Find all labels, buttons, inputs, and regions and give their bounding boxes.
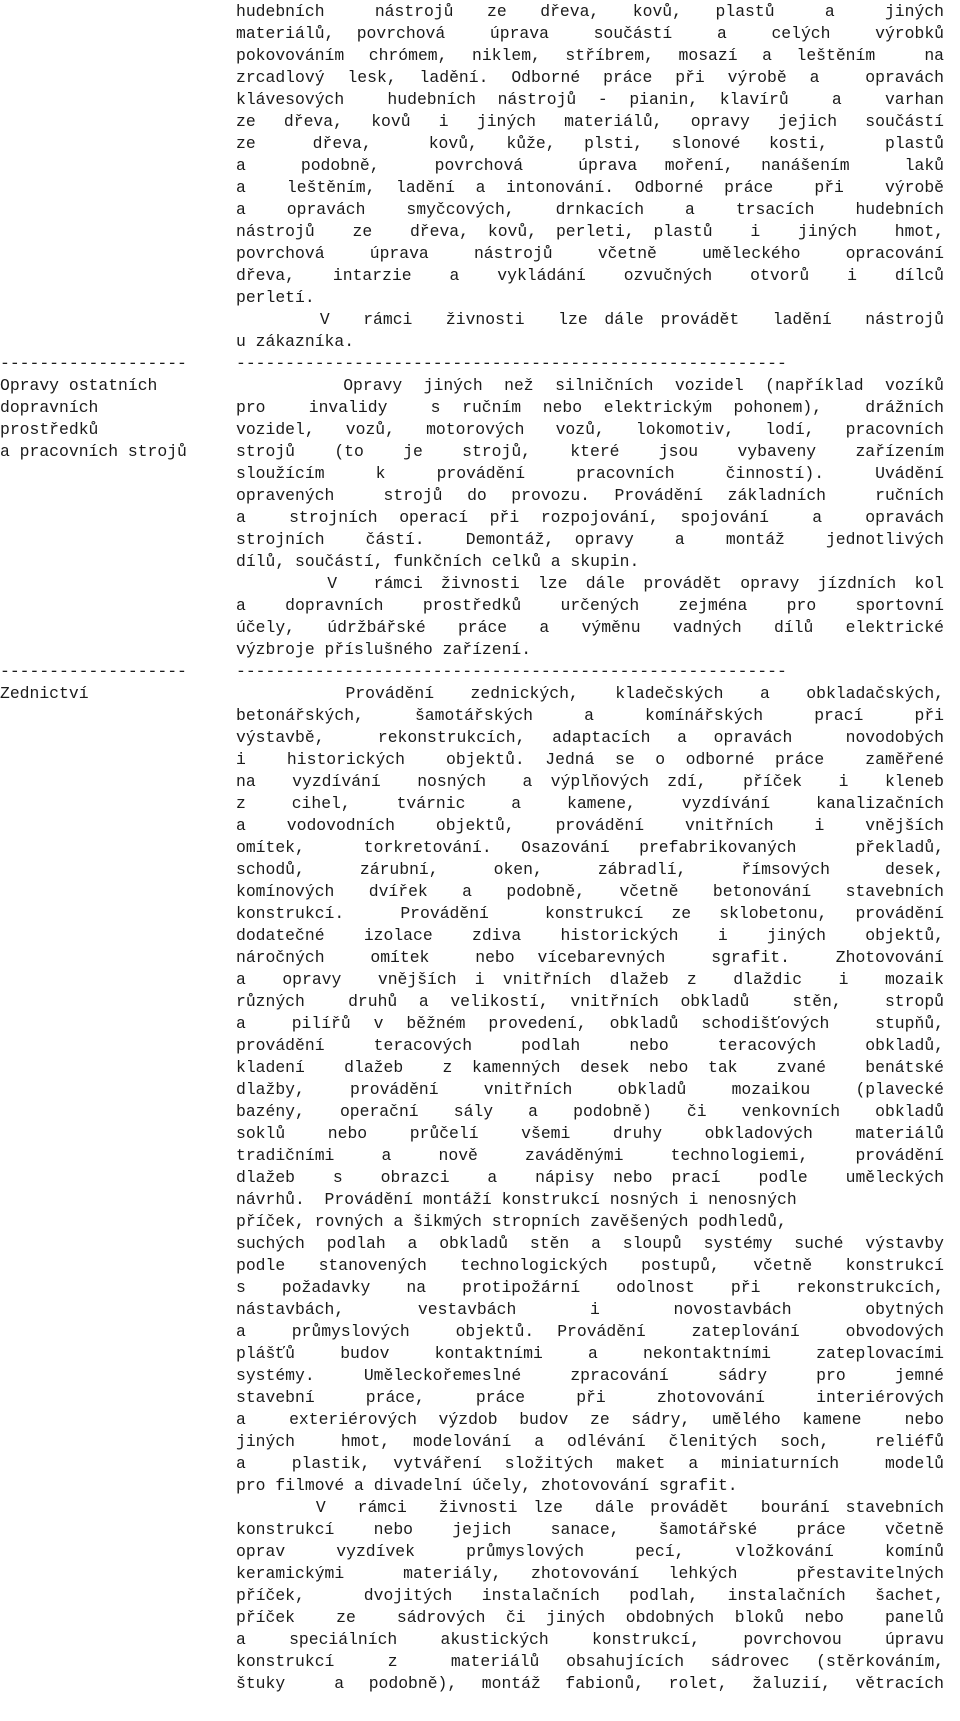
text-line: oprav vyzdívek průmyslových pecí, vložkování komínů (236, 1542, 944, 1561)
text-line: kladení dlažeb z kamenných desek nebo tak zvané benátské (236, 1058, 944, 1077)
text-line: a plastik, vytváření složitých maket a miniaturních modelů (236, 1454, 944, 1473)
text-line: suchých podlah a obkladů stěn a sloupů systémy suché výstavby (236, 1234, 944, 1253)
text-line: plášťů budov kontaktními a nekontaktními zateplovacími (236, 1344, 944, 1363)
text-line: jiných hmot, modelování a odlévání členitých soch, reliéfů (236, 1432, 944, 1451)
separator-right: -------------------------------------------------------- (236, 354, 787, 373)
text-line: hudebních nástrojů ze dřeva, kovů, plastů a jiných (236, 2, 944, 21)
text-line: ze dřeva, kovů, kůže, plsti, slonové kosti, plastů (236, 134, 944, 153)
text-line: vozidel, vozů, motorových vozů, lokomotiv, lodí, pracovních (236, 420, 944, 439)
text-line: dlažby, provádění vnitřních obkladů mozaikou (plavecké (236, 1080, 944, 1099)
section-title-line: Opravy ostatních (0, 376, 158, 395)
text-line: a strojních operací při rozpojování, spojování a opravách (236, 508, 944, 527)
text-line: provádění teracových podlah nebo teracových obkladů, (236, 1036, 944, 1055)
text-line: podle stanovených technologických postupů, včetně konstrukcí (236, 1256, 944, 1275)
text-line: a exteriérových výzdob budov ze sádry, umělého kamene nebo (236, 1410, 944, 1429)
text-line: opravených strojů do provozu. Provádění základních ručních (236, 486, 944, 505)
text-line: výzbroje příslušného zařízení. (236, 640, 532, 659)
text-line: bazény, operační sály a podobně) či venkovních obkladů (236, 1102, 944, 1121)
text-line: tradičními a nově zaváděnými technologiemi, provádění (236, 1146, 944, 1165)
text-line: V rámci živnosti lze dále provádět ladění nástrojů (236, 310, 944, 329)
text-line: u zákazníka. (236, 332, 355, 351)
text-line: štuky a podobně), montáž fabionů, rolet, žaluzií, větracích (236, 1674, 944, 1693)
text-line: i historických objektů. Jedná se o odborné práce zaměřené (236, 750, 944, 769)
text-line: a vodovodních objektů, provádění vnitřních i vnějších (236, 816, 944, 835)
text-line: s požadavky na protipožární odolnost při rekonstrukcích, (236, 1278, 944, 1297)
text-line: příček ze sádrových či jiných obdobných bloků nebo panelů (236, 1608, 944, 1627)
text-line: systémy. Uměleckořemeslné zpracování sádry pro jemné (236, 1366, 944, 1385)
text-line: příček, rovných a šikmých stropních zavěšených podhledů, (236, 1212, 787, 1231)
separator-right: -------------------------------------------------------- (236, 662, 787, 681)
text-line: návrhů. Provádění montáží konstrukcí nosných i nenosných (236, 1190, 797, 1209)
text-line: keramickými materiály, zhotovování lehkých přestavitelných (236, 1564, 944, 1583)
text-line: různých druhů a velikostí, vnitřních obkladů stěn, stropů (236, 992, 944, 1011)
text-line: dlažeb s obrazci a nápisy nebo prací podle uměleckých (236, 1168, 944, 1187)
separator-left: ------------------- (0, 354, 187, 373)
text-line: a opravách smyčcových, drnkacích a trsacích hudebních (236, 200, 944, 219)
section-title-line: Zednictví (0, 684, 89, 703)
text-line: perletí. (236, 288, 315, 307)
text-line: dodatečné izolace zdiva historických i jiných objektů, (236, 926, 944, 945)
text-line: příček, dvojitých instalačních podlah, instalačních šachet, (236, 1586, 944, 1605)
text-line: a speciálních akustických konstrukcí, povrchovou úpravu (236, 1630, 944, 1649)
text-line: komínových dvířek a podobně, včetně betonování stavebních (236, 882, 944, 901)
section-title-line: a pracovních strojů (0, 442, 187, 461)
text-line: pro invalidy s ručním nebo elektrickým pohonem), drážních (236, 398, 944, 417)
text-line: V rámci živnosti lze dále provádět opravy jízdních kol (236, 574, 944, 593)
text-line: ze dřeva, kovů i jiných materiálů, opravy jejich součástí (236, 112, 944, 131)
text-line: dřeva, intarzie a vykládání ozvučných otvorů i dílců (236, 266, 944, 285)
text-line: z cihel, tvárnic a kamene, vyzdívání kanalizačních (236, 794, 944, 813)
text-line: nástavbách, vestavbách i novostavbách obytných (236, 1300, 944, 1319)
text-line: strojních částí. Demontáž, opravy a montáž jednotlivých (236, 530, 944, 549)
text-line: výstavbě, rekonstrukcích, adaptacích a opravách novodobých (236, 728, 944, 747)
text-line: na vyzdívání nosných a výplňových zdí, příček i kleneb (236, 772, 944, 791)
text-line: omítek, torkretování. Osazování prefabrikovaných překladů, (236, 838, 944, 857)
text-line: materiálů, povrchová úprava součástí a celých výrobků (236, 24, 944, 43)
text-line: soklů nebo průčelí všemi druhy obkladových materiálů (236, 1124, 944, 1143)
text-line: a dopravních prostředků určených zejména pro sportovní (236, 596, 944, 615)
text-line: a pilířů v běžném provedení, obkladů schodišťových stupňů, (236, 1014, 944, 1033)
text-line: sloužícím k provádění pracovních činností). Uvádění (236, 464, 944, 483)
text-line: dílů, součástí, funkčních celků a skupin. (236, 552, 640, 571)
text-line: Opravy jiných než silničních vozidel (například vozíků (236, 376, 944, 395)
text-line: schodů, zárubní, oken, zábradlí, římsových desek, (236, 860, 944, 879)
text-line: účely, údržbářské práce a výměnu vadných dílů elektrické (236, 618, 944, 637)
text-line: konstrukcí z materiálů obsahujících sádrovec (stěrkováním, (236, 1652, 944, 1671)
text-line: V rámci živnosti lze dále provádět bourání stavebních (236, 1498, 944, 1517)
text-line: strojů (to je strojů, které jsou vybaveny zařízením (236, 442, 944, 461)
text-line: klávesových hudebních nástrojů - pianin, klavírů a varhan (236, 90, 944, 109)
section-title-line: prostředků (0, 420, 99, 439)
text-line: povrchová úprava nástrojů včetně uměleckého opracování (236, 244, 944, 263)
text-line: a podobně, povrchová úprava moření, nanášením laků (236, 156, 944, 175)
text-line: zrcadlový lesk, ladění. Odborné práce při výrobě a opravách (236, 68, 944, 87)
text-line: nástrojů ze dřeva, kovů, perleti, plastů i jiných hmot, (236, 222, 944, 241)
section-title-line: dopravních (0, 398, 99, 417)
text-line: a leštěním, ladění a intonování. Odborné práce při výrobě (236, 178, 944, 197)
separator-left: ------------------- (0, 662, 187, 681)
text-line: Provádění zednických, kladečských a obkladačských, (236, 684, 944, 703)
text-line: náročných omítek nebo vícebarevných sgrafit. Zhotovování (236, 948, 944, 967)
text-line: pro filmové a divadelní účely, zhotovování sgrafit. (236, 1476, 738, 1495)
text-line: a opravy vnějších i vnitřních dlažeb z dlaždic i mozaik (236, 970, 944, 989)
text-line: konstrukcí nebo jejich sanace, šamotářské práce včetně (236, 1520, 944, 1539)
text-line: konstrukcí. Provádění konstrukcí ze sklobetonu, provádění (236, 904, 944, 923)
text-line: a průmyslových objektů. Provádění zateplování obvodových (236, 1322, 944, 1341)
text-line: betonářských, šamotářských a komínářských prací při (236, 706, 944, 725)
text-line: stavební práce, práce při zhotovování interiérových (236, 1388, 944, 1407)
text-line: pokovováním chrómem, niklem, stříbrem, mosazí a leštěním na (236, 46, 944, 65)
